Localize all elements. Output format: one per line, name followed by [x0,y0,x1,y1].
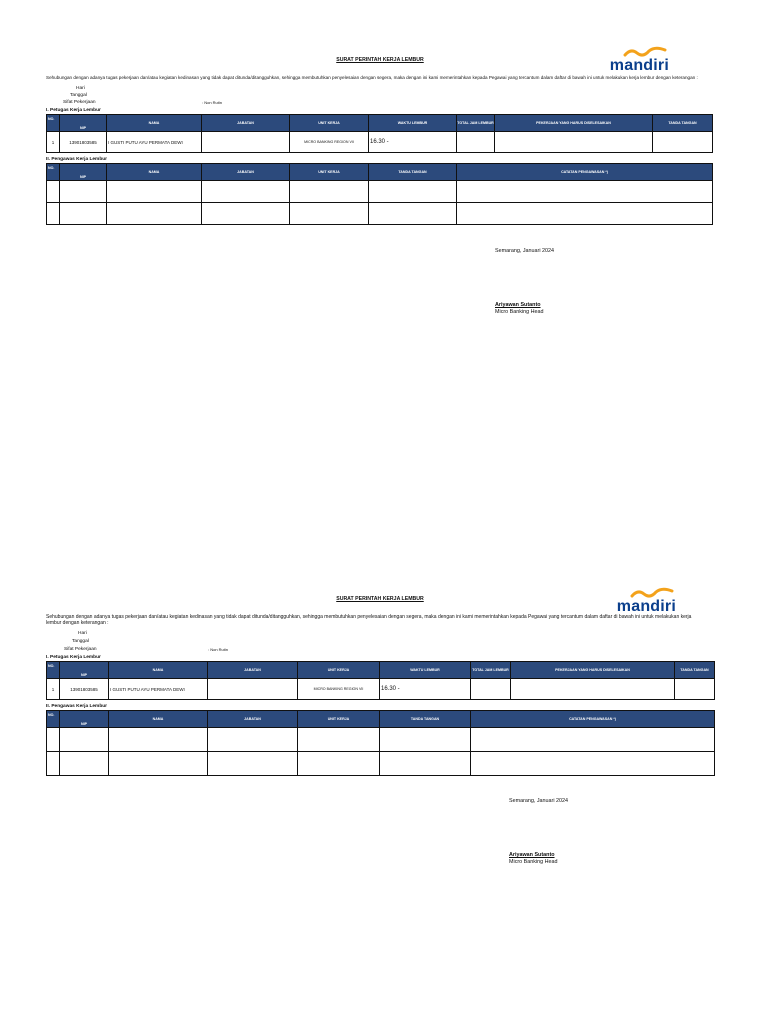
field-tanggal: Tanggal [70,92,87,98]
signer-position: Micro Banking Head [509,859,558,865]
table-row [47,679,715,700]
col-tanda-tangan: TANDA TANGAN [653,115,713,132]
info-fields [46,85,714,107]
table-row [47,752,715,776]
cell-jabatan [202,132,290,153]
signature-block [495,248,554,316]
col-jabatan: JABATAN [208,711,298,728]
signer-position: Micro Banking Head [495,309,544,315]
col-jabatan: JABATAN [208,662,298,679]
col-waktu-lembur: WAKTU LEMBUR [380,662,471,679]
col-nip: NIP [60,164,107,181]
sifat-pekerjaan-value: : Non Rutin [208,646,229,652]
col-unit-kerja: UNIT KERJA [298,662,380,679]
col-unit-kerja: UNIT KERJA [290,164,369,181]
col-nama: NAMA [107,164,202,181]
col-tanda-tangan: TANDA TANGAN [380,711,471,728]
col-no: NO. [47,164,60,181]
col-no: NO. [47,115,60,132]
field-hari: Hari [76,85,85,91]
document-title: SURAT PERINTAH KERJA LEMBUR [336,57,424,63]
table-header-row [47,164,713,181]
col-total-jam: TOTAL JAM LEMBUR [471,662,511,679]
cell-jabatan [208,679,298,700]
cell-tanda-tangan [675,679,715,700]
table-header-row [47,711,715,728]
col-nama: NAMA [107,115,202,132]
col-pekerjaan: PEKERJAAN YANG HARUS DISELESAIKAN [495,115,653,132]
cell-waktu-lembur: 16.30 - [380,679,471,700]
section-petugas-title: I. Petugas Kerja Lembur [46,655,101,661]
section-pengawas-title: II. Pengawas Kerja Lembur [46,704,108,710]
col-waktu-lembur: WAKTU LEMBUR [369,115,457,132]
city-date: Semarang, Januari 2024 [509,798,569,804]
cell-nama: I GUSTI PUTU AYU PERMATA DEWI [109,679,208,700]
col-nip: NIP [60,711,109,728]
cell-unit-kerja: MICRO BANKING REGION VII [298,679,380,700]
signer-name: Ariyawan Sutanto [495,302,541,308]
cell-nip: 13901803585 [60,679,109,700]
cell-no: 1 [47,679,60,700]
pengawas-table [46,710,715,776]
sifat-pekerjaan-value: : Non Rutin [202,99,223,105]
cell-total-jam [457,132,495,153]
cell-pekerjaan [511,679,675,700]
cell-tanda-tangan [653,132,713,153]
overtime-form-2 [46,585,714,865]
signer-name: Ariyawan Sutanto [509,852,555,858]
cell-total-jam [471,679,511,700]
table-row [47,728,715,752]
table-row [47,203,713,225]
field-sifat-pekerjaan: Sifat Pekerjaan : Non Rutin [63,99,223,105]
table-row [47,181,713,203]
cell-pekerjaan [495,132,653,153]
pengawas-table [46,163,713,225]
col-jabatan: JABATAN [202,115,290,132]
table-row [47,132,713,153]
col-no: NO. [47,662,60,679]
intro-paragraph: Sehubungan dengan adanya tugas pekerjaan dan/atau kegiatan kedinasan yang tidak dapat ditunda/ditangguhkan, sehingga membutuhkan penyelesaian dengan segera, maka dengan ini kami memerintahkan kepada Pegawai yang tercantum dalam daftar di bawah ini untuk melakukan kerja lembur dengan keterangan : [46,75,698,80]
col-pekerjaan: PEKERJAAN YANG HARUS DISELESAIKAN [511,662,675,679]
col-tanda-tangan: TANDA TANGAN [369,164,457,181]
col-nip: NIP [60,662,109,679]
field-hari: Hari [78,631,87,636]
col-jabatan: JABATAN [202,164,290,181]
cell-nip: 13901803585 [60,132,107,153]
cell-nama: I GUSTI PUTU AYU PERMATA DEWI [107,132,202,153]
section-pengawas-title: II. Pengawas Kerja Lembur [46,157,108,163]
overtime-form-1 [46,46,714,315]
field-tanggal: Tanggal [72,638,89,644]
col-nama: NAMA [109,711,208,728]
field-sifat-pekerjaan: Sifat Pekerjaan : Non Rutin [64,646,229,652]
table-header-row [47,662,715,679]
section-petugas-title: I. Petugas Kerja Lembur [46,108,101,114]
cell-unit-kerja: MICRO BANKING REGION VII [290,132,369,153]
col-nama: NAMA [109,662,208,679]
col-unit-kerja: UNIT KERJA [298,711,380,728]
col-catatan: CATATAN PENGAWASAN *) [471,711,715,728]
logo-text: mandiri [616,598,676,615]
signature-block [509,798,568,866]
col-catatan: CATATAN PENGAWASAN *) [457,164,713,181]
col-unit-kerja: UNIT KERJA [290,115,369,132]
logo-text: mandiri [609,57,669,74]
info-fields [46,630,714,653]
document-title: SURAT PERINTAH KERJA LEMBUR [336,596,424,602]
petugas-table [46,661,715,700]
col-total-jam: TOTAL JAM LEMBUR [457,115,495,132]
city-date: Semarang, Januari 2024 [495,248,555,254]
intro-paragraph: Sehubungan dengan adanya tugas pekerjaan dan/atau kegiatan kedinasan yang tidak dapat ditunda/ditangguhkan, sehingga membutuhkan penyelesaian dengan segera, maka dengan ini kami memerintahkan kepada Pegawai yang tercantum dalam daftar di bawah ini untuk melakukan kerja lembur dengan keterangan : [46,614,692,626]
table-header-row [47,115,713,132]
col-nip: NIP [60,115,107,132]
cell-no: 1 [47,132,60,153]
cell-waktu-lembur: 16.30 - [369,132,457,153]
petugas-table [46,114,713,153]
col-tanda-tangan: TANDA TANGAN [675,662,715,679]
col-no: NO. [47,711,60,728]
